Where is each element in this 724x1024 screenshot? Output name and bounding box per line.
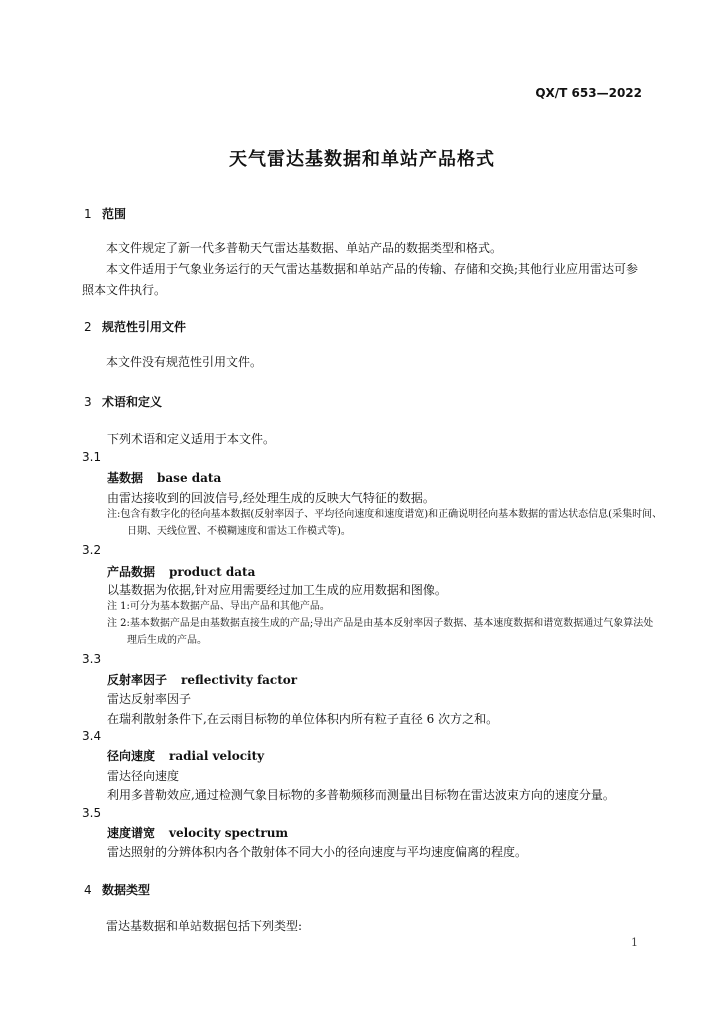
term-chinese: 反射率因子 (107, 673, 168, 687)
section-1-paragraph-2: 本文件适用于气象业务运行的天气雷达基数据和单站产品的传输、存储和交换;其他行业应用雷达可参照本文件执行。 (82, 262, 639, 297)
term-definition: 在瑞利散射条件下,在云雨目标物的单位体积内所有粒子直径 6 次方之和。 (107, 712, 499, 726)
term-heading (107, 469, 221, 486)
section-4-heading (84, 881, 150, 898)
section-1-heading (84, 205, 126, 222)
section-number: 2 (84, 320, 92, 334)
term-english: reflectivity factor (181, 673, 298, 687)
term-alias: 雷达反射率因子 (107, 692, 192, 706)
term-definition: 利用多普勒效应,通过检测气象目标物的多普勒频移而测量出目标物在雷达波束方向的速度分量。 (107, 788, 615, 802)
term-chinese: 径向速度 (107, 749, 156, 763)
term-definition: 以基数据为依据,针对应用需要经过加工生成的应用数据和图像。 (107, 583, 447, 597)
section-number: 4 (84, 883, 92, 897)
term-english: radial velocity (169, 749, 265, 763)
term-alias: 雷达径向速度 (107, 769, 180, 783)
section-3-heading (84, 393, 162, 410)
term-number: 3.4 (82, 729, 102, 743)
section-2-paragraph-1: 本文件没有规范性引用文件。 (106, 355, 263, 369)
term-note-1: 注 1:可分为基本数据产品、导出产品和其他产品。 (107, 601, 330, 612)
term-english: velocity spectrum (169, 826, 289, 840)
page-number: 1 (631, 936, 638, 949)
section-title: 数据类型 (102, 883, 151, 897)
term-number: 3.1 (82, 450, 102, 464)
term-heading (107, 563, 255, 580)
term-english: base data (157, 471, 222, 485)
term-english: product data (169, 565, 256, 579)
term-note: 注:包含有数字化的径向基本数据(反射率因子、平均径向速度和速度谱宽)和正确说明径向基本数据的雷达状态信息(采集时间、日期、天线位置、不模糊速度和雷达工作模式等)。 (107, 509, 663, 537)
term-number: 3.3 (82, 652, 102, 666)
term-definition: 雷达照射的分辨体积内各个散射体不同大小的径向速度与平均速度偏离的程度。 (107, 845, 528, 859)
section-4-paragraph-1: 雷达基数据和单站数据包括下列类型: (106, 919, 303, 933)
term-note-2: 注 2:基本数据产品是由基数据直接生成的产品;导出产品是由基本反射率因子数据、基本速度数据和谱宽数据通过气象算法处理后生成的产品。 (107, 618, 654, 646)
term-definition: 由雷达接收到的回波信号,经处理生成的反映大气特征的数据。 (107, 491, 435, 505)
term-number: 3.5 (82, 806, 102, 820)
document-title: 天气雷达基数据和单站产品格式 (229, 149, 495, 170)
term-heading (107, 671, 297, 688)
term-chinese: 基数据 (107, 471, 144, 485)
term-number: 3.2 (82, 543, 102, 557)
section-title: 范围 (102, 207, 127, 221)
standard-code: QX/T 653—2022 (535, 86, 642, 100)
term-chinese: 产品数据 (107, 565, 156, 579)
section-title: 规范性引用文件 (102, 320, 187, 334)
term-heading (107, 747, 264, 764)
term-chinese: 速度谱宽 (107, 826, 156, 840)
section-1-paragraph-1: 本文件规定了新一代多普勒天气雷达基数据、单站产品的数据类型和格式。 (106, 241, 503, 255)
section-2-heading (84, 318, 186, 335)
section-number: 1 (84, 207, 92, 221)
section-title: 术语和定义 (102, 395, 163, 409)
term-heading (107, 824, 288, 841)
section-number: 3 (84, 395, 92, 409)
section-3-intro: 下列术语和定义适用于本文件。 (107, 432, 276, 446)
